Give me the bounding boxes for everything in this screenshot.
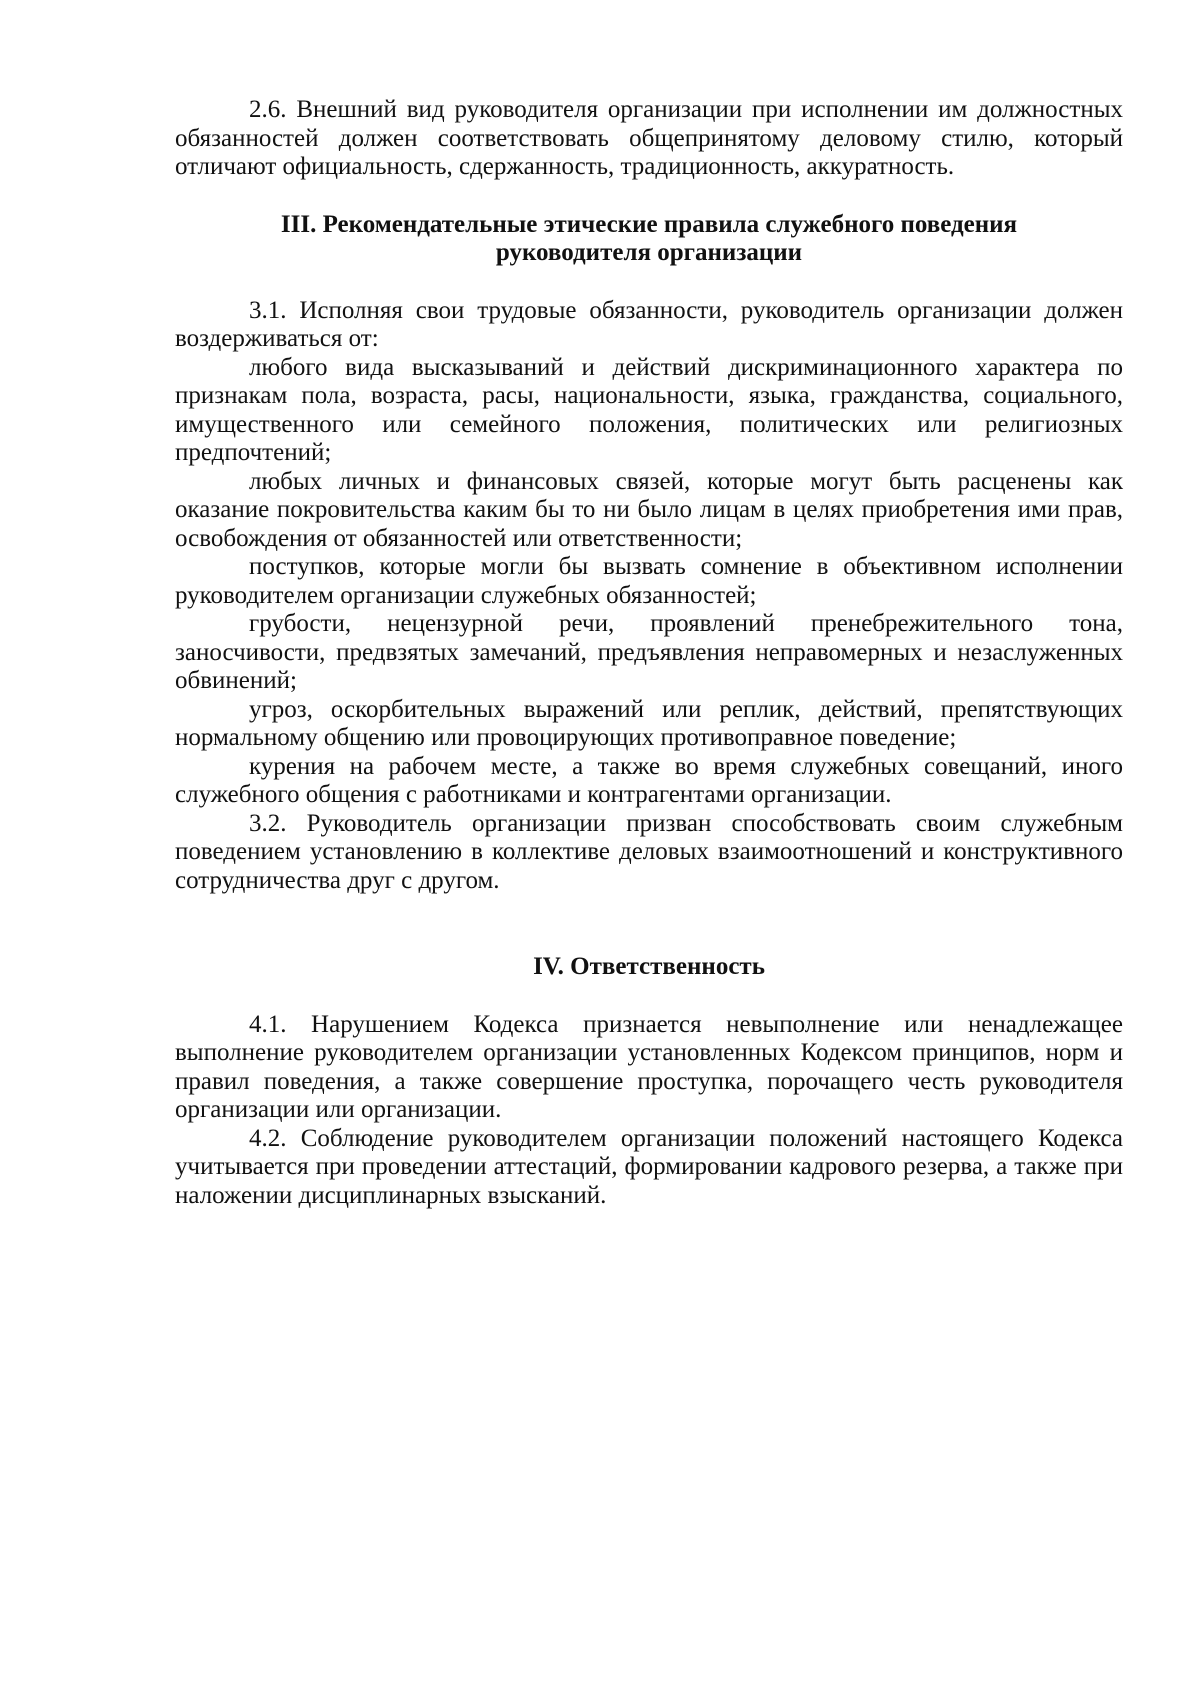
paragraph-2-6: 2.6. Внешний вид руководителя организации при исполнении им должностных обязанностей должен соответствовать общепринятому деловому стилю, который отличают официальность, сдержанность, традиционность, аккуратность. xyxy=(175,96,1123,180)
document-page xyxy=(175,96,1123,1210)
list-item: угроз, оскорбительных выражений или реплик, действий, препятствующих нормальному общению или провоцирующих противоправное поведение; xyxy=(175,695,1123,751)
list-item: грубости, нецензурной речи, проявлений пренебрежительного тона, заносчивости, предвзятых замечаний, предъявления неправомерных и незаслуженных обвинений; xyxy=(175,610,1123,694)
list-item: любого вида высказываний и действий дискриминационного характера по признакам пола, возраста, расы, национальности, языка, гражданства, социального, имущественного или семейного положения, политических или религиозных предпочтений; xyxy=(175,353,1123,466)
list-item: любых личных и финансовых связей, которые могут быть расценены как оказание покровительства каким бы то ни было лицам в целях приобретения ими прав, освобождения от обязанностей или ответственности; xyxy=(175,467,1123,552)
section-3-heading-line-2: руководителя организации xyxy=(495,239,803,266)
section-3-heading xyxy=(175,211,1123,268)
paragraph-3-2: 3.2. Руководитель организации призван способствовать своим служебным поведением установлению в коллективе деловых взаимоотношений и конструктивного сотрудничества друг с другом. xyxy=(175,809,1123,894)
list-item: курения на рабочем месте, а также во время служебных совещаний, иного служебного общения с работниками и контрагентами организации. xyxy=(175,752,1123,808)
paragraph-4-1: 4.1. Нарушением Кодекса признается невыполнение или ненадлежащее выполнение руководителем организации установленных Кодексом принципов, норм и правил поведения, а также совершение проступка, порочащего честь руководителя организации или организации. xyxy=(175,1010,1123,1123)
section-4-heading: IV. Ответственность xyxy=(533,953,765,980)
list-item: поступков, которые могли бы вызвать сомнение в объективном исполнении руководителем организации служебных обязанностей; xyxy=(175,553,1123,609)
paragraph-4-2: 4.2. Соблюдение руководителем организации положений настоящего Кодекса учитывается при проведении аттестаций, формировании кадрового резерва, а также при наложении дисциплинарных взысканий. xyxy=(175,1124,1123,1209)
paragraph-3-1: 3.1. Исполняя свои трудовые обязанности, руководитель организации должен воздерживаться от: xyxy=(175,296,1123,352)
section-3-heading-line-1: III. Рекомендательные этические правила служебного поведения xyxy=(280,210,1018,238)
